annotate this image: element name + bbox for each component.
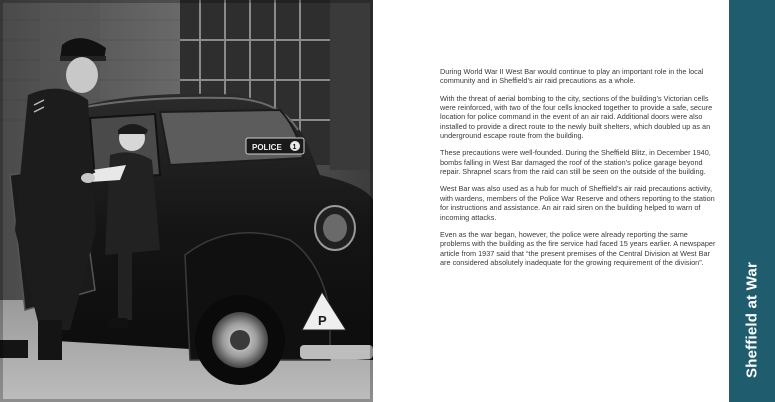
article-paragraph: With the threat of aerial bombing to the city, sections of the building’s Victorian cells were reinforced, with two of the four cells knocked together to provide a safe, secure location for police command in the event of an air raid. Additional doors were also installed to provide a direct route to the newly built shelters, which doubled up as an underground escape route from the building. (440, 93, 713, 141)
p-badge-letter: P (318, 313, 327, 328)
archive-photo (0, 0, 373, 402)
article-paragraph: During World War II West Bar would continue to play an important role in the local community and in Sheffield’s air raid precautions as a whole. (440, 67, 704, 86)
side-title: Sheffield at War (743, 262, 761, 378)
police-sign-label: POLICE (252, 143, 282, 152)
police-sign-number: 1 (292, 144, 297, 151)
front-bumper (300, 345, 373, 359)
article-paragraph: These precautions were well-founded. During the Sheffield Blitz, in December 1940, bombs falling in West Bar damaged the roof of the station’s police garage beyond repair. Shrapnel scars from the raid can still be seen on the outside of the building. (440, 148, 711, 177)
article-body (440, 67, 718, 275)
side-title-band (729, 0, 775, 402)
article-paragraph: Even as the war began, however, the police were already reporting the same problems with the building as the fire service had faced 15 years earlier. A newspaper article from 1937 said that “the present premises of the Central Division at West Bar are considered absolutely inadequate for the growing requirement of the division”. (440, 229, 716, 268)
photo-illustration (0, 0, 373, 402)
article-paragraph: West Bar was also used as a hub for much of Sheffield’s air raid precautions activity, with wardens, members of the Police War Reserve and others reporting to the station for instructions and assistance. An air raid siren on the building helped to warn of incoming attacks. (440, 184, 715, 222)
